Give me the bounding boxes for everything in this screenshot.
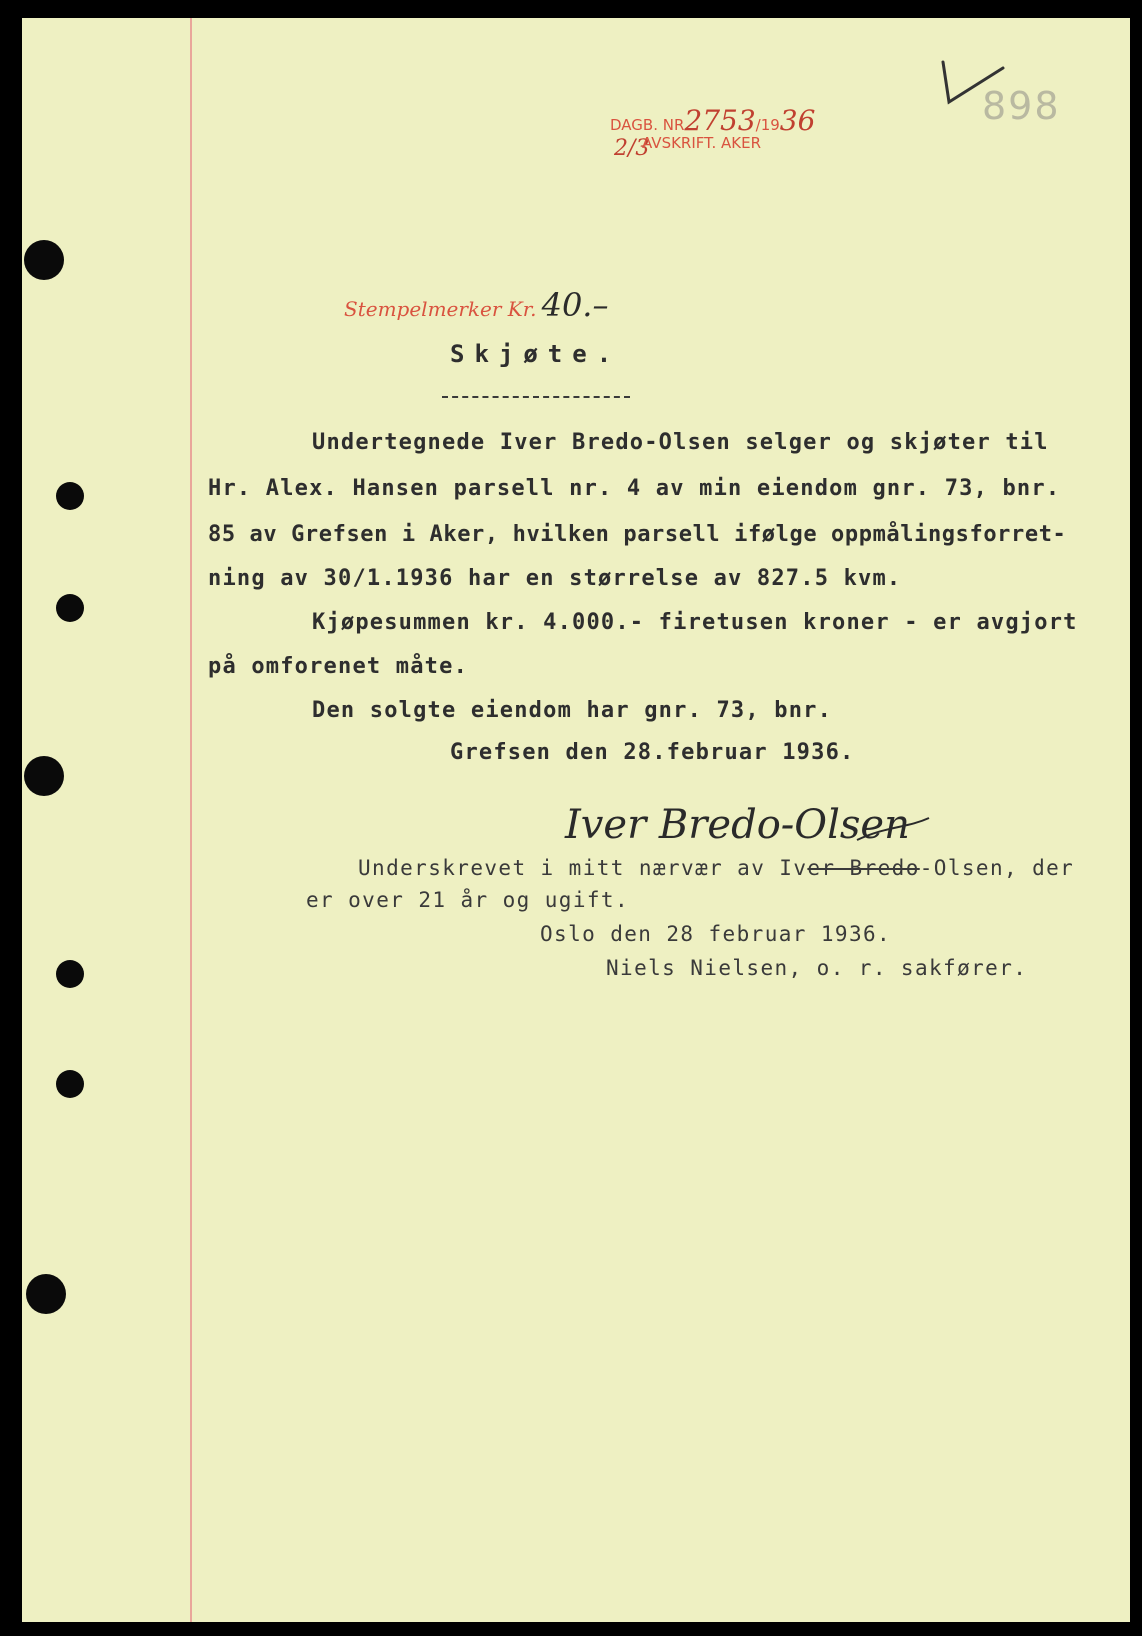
dagb-stamp xyxy=(610,104,815,137)
witness-line: er over 21 år og ugift. xyxy=(306,888,629,912)
witness-date: Oslo den 28 februar 1936. xyxy=(540,922,892,946)
body-line: 85 av Grefsen i Aker, hvilken parsell ifølge oppmålingsforret- xyxy=(208,522,1067,547)
document-title: Skjøte. xyxy=(450,340,622,368)
title-underline xyxy=(442,396,630,398)
body-line: på omforenet måte. xyxy=(208,654,469,679)
avskrift-label: AVSKRIFT. AKER xyxy=(642,134,762,152)
body-line: Den solgte eiendom har gnr. 73, bnr. xyxy=(312,698,833,723)
witness-signer: Niels Nielsen, o. r. sakfører. xyxy=(606,956,1028,980)
witness-struck: er Bredo xyxy=(807,856,920,880)
punch-hole xyxy=(24,240,64,280)
margin-line xyxy=(190,18,192,1622)
punch-hole xyxy=(56,482,84,510)
punch-hole xyxy=(56,1070,84,1098)
document-page xyxy=(22,18,1130,1622)
punch-hole xyxy=(56,960,84,988)
dagb-number: 2753 xyxy=(684,104,756,137)
body-line: ning av 30/1.1936 har en størrelse av 827.5 kvm. xyxy=(208,566,902,591)
witness-suffix: -Olsen, der xyxy=(919,856,1075,880)
punch-hole xyxy=(24,756,64,796)
stamp-duty-label: Stempelmerker Kr. xyxy=(344,297,537,321)
body-line: Undertegnede Iver Bredo-Olsen selger og skjøter til xyxy=(312,430,1049,455)
body-line: Kjøpesummen kr. 4.000.- firetusen kroner - er avgjort xyxy=(312,610,1078,635)
signature-image xyxy=(557,788,937,858)
punch-hole xyxy=(56,594,84,622)
place-date: Grefsen den 28.februar 1936. xyxy=(450,740,855,765)
stamp-duty xyxy=(344,286,608,324)
witness-prefix: Underskrevet i mitt nærvær av Iv xyxy=(358,856,808,880)
witness-line xyxy=(358,856,1074,880)
avskrift-mark: 2/3 xyxy=(614,136,650,161)
dagb-year-prefix: /19 xyxy=(755,116,780,134)
page-number: 898 xyxy=(982,84,1061,128)
dagb-label: DAGB. NR xyxy=(610,116,685,134)
dagb-year-suffix: 36 xyxy=(779,104,816,137)
signature: Iver Bredo-Olsen xyxy=(565,802,910,848)
punch-hole xyxy=(26,1274,66,1314)
body-line: Hr. Alex. Hansen parsell nr. 4 av min eiendom gnr. 73, bnr. xyxy=(208,476,1061,501)
stamp-duty-amount: 40.– xyxy=(541,286,609,324)
